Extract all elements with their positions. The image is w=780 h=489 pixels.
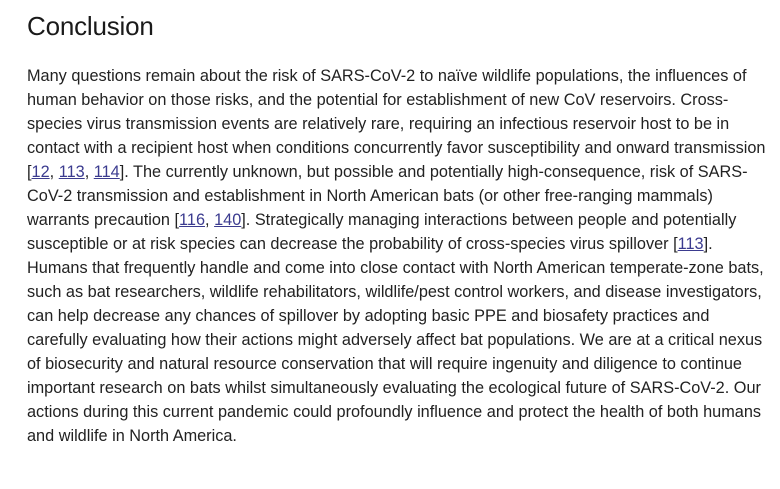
citation-link-113-second[interactable]: 113 <box>677 235 704 253</box>
article-section <box>27 8 767 448</box>
paragraph-text: ]. Humans that frequently handle and come into close contact with North American temperate-zone bats, such as bat researchers, wildlife rehabilitators, wildlife/pest control workers, and disease investigators, can help decrease any chances of spillover by adopting basic PPE and biosafety practices and carefully evaluating how their actions might adversely affect bat populations. We are at a critical nexus of biosecurity and natural resource conservation that will require ingenuity and diligence to continue important research on bats whilst simultaneously evaluating the ecological future of SARS-CoV-2. Our actions during this current pandemic could profoundly influence and protect the health of both humans and wildlife in North America. <box>27 235 764 445</box>
citation-separator: , <box>205 211 215 229</box>
citation-separator: , <box>49 163 59 181</box>
conclusion-paragraph <box>27 64 767 448</box>
citation-separator: , <box>84 163 94 181</box>
paragraph-text: ]. Strategically managing interactions between people and potentially susceptible or at risk species can decrease the probability of cross-species virus spillover [ <box>27 211 737 253</box>
citation-link-140[interactable]: 140 <box>214 211 242 229</box>
paragraph-text: ]. The currently unknown, but possible and potentially high-consequence, risk of SARS-CoV-2 transmission and establishment in North American bats (or other free-ranging mammals) warrants precaution [ <box>27 163 748 229</box>
citation-link-116[interactable]: 116 <box>179 211 206 229</box>
citation-link-113[interactable]: 113 <box>58 163 85 181</box>
citation-link-114[interactable]: 114 <box>93 163 120 181</box>
section-heading: Conclusion <box>27 11 154 41</box>
citation-link-12[interactable]: 12 <box>31 163 50 181</box>
paragraph-text: Many questions remain about the risk of SARS-CoV-2 to naïve wildlife populations, the influences of human behavior on those risks, and the potential for establishment of new CoV reservoirs. Cross-species virus transmission events are relatively rare, requiring an infectious reservoir host to be in contact with a recipient host when conditions concurrently favor susceptibility and onward transmission [ <box>27 67 766 181</box>
